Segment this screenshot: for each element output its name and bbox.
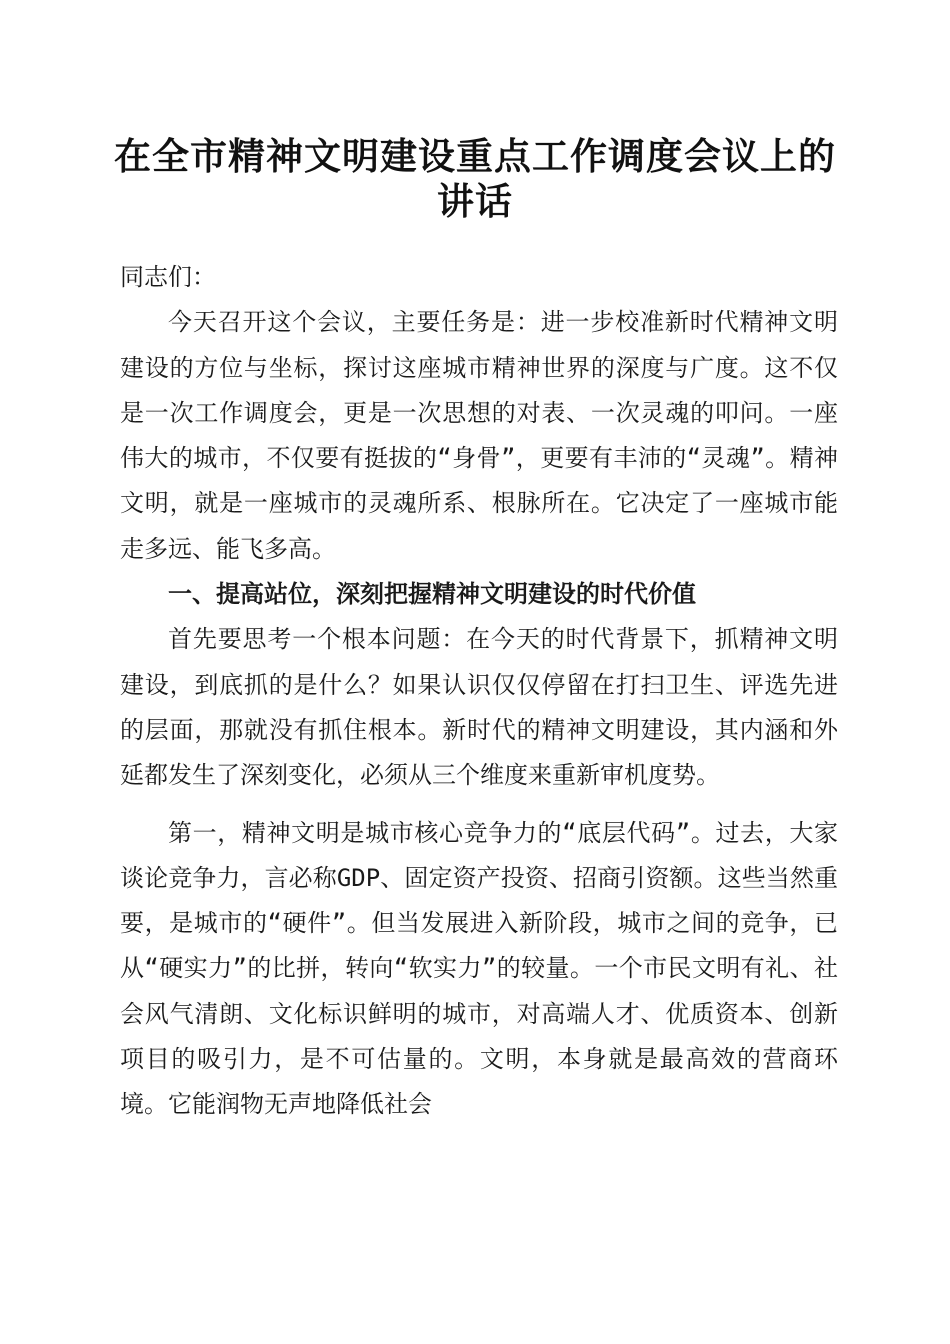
paragraph-intro: 今天召开这个会议，主要任务是：进一步校准新时代精神文明建设的方位与坐标，探讨这座城市精神世界的深度与广度。这不仅是一次工作调度会，更是一次思想的对表、一次灵魂的叩问。一座伟大的城市，不仅要有挺拔的“身骨”，更要有丰沛的“灵魂”。精神文明，就是一座城市的灵魂所系、根脉所在。它决定了一座城市能走多远、能飞多高。: [120, 308, 838, 563]
document-title: 在全市精神文明建设重点工作调度会议上的讲话: [114, 134, 836, 223]
document-body: [120, 251, 838, 1128]
salutation: 同志们：: [120, 263, 216, 291]
section-heading: 一、提高站位，深刻把握精神文明建设的时代价值: [168, 580, 696, 609]
paragraph-question: 首先要思考一个根本问题：在今天的时代背景下，抓精神文明建设，到底抓的是什么？如果认识仅仅停留在打扫卫生、评选先进的层面，那就没有抓住根本。新时代的精神文明建设，其内涵和外延都发生了深刻变化，必须从三个维度来重新审机度势。: [120, 625, 838, 790]
paragraph-first-point: 第一，精神文明是城市核心竞争力的“底层代码”。过去，大家谈论竞争力，言必称GDP、固定资产投资、招商引资额。这些当然重要，是城市的“硬件”。但当发展进入新阶段，城市之间的竞争，已从“硬实力”的比拼，转向“软实力”的较量。一个市民文明有礼、社会风气清朗、文化标识鲜明的城市，对高端人才、优质资本、创新项目的吸引力，是不可估量的。文明，本身就是最高效的营商环境。它能润物无声地降低社会: [120, 818, 838, 1119]
